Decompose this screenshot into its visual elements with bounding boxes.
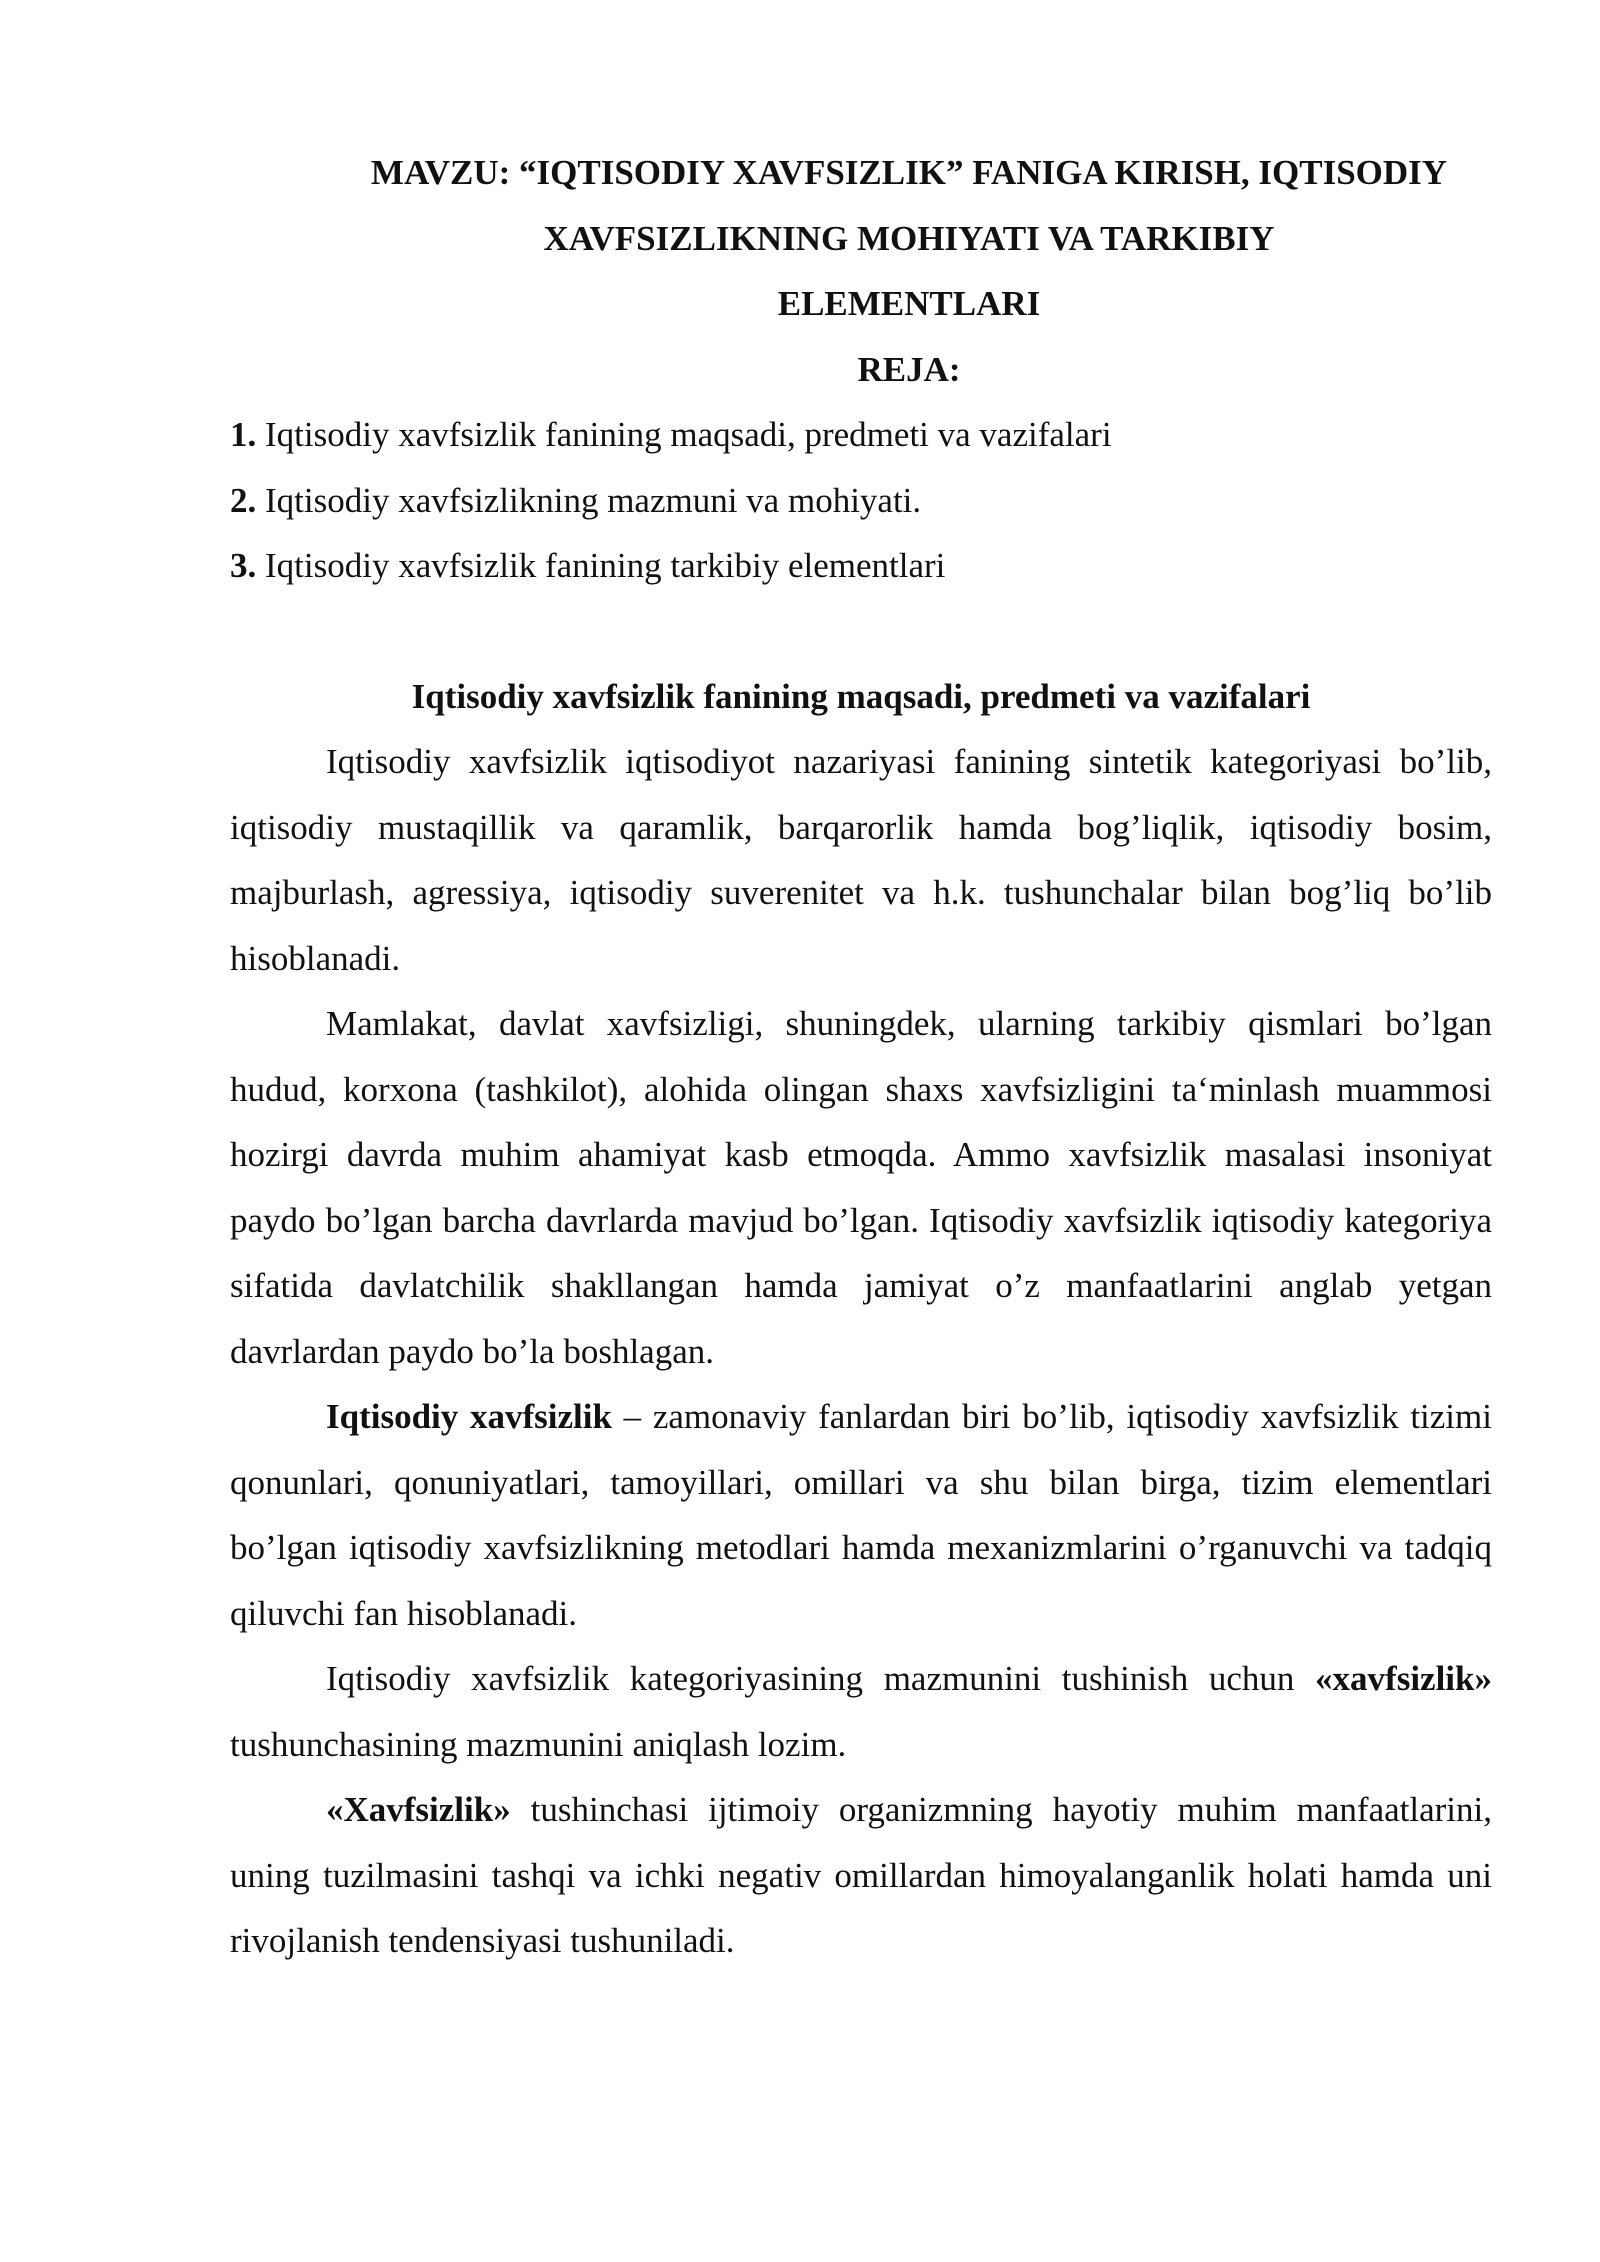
- term-xavfsizlik-definition: «Xavfsizlik»: [326, 1790, 511, 1829]
- paragraph-2: Mamlakat, davlat xavfsizligi, shuningdek, ularning tarkibiy qismlari bo’lgan hudud, korxona (tashkilot), alohida olingan shaxs xavfsizligini ta‘minlash muammosi hozirgi davrda muhim ahamiyat kasb etmoqda. Ammo xavfsizlik masalasi insoniyat paydo bo’lgan barcha davrlarda mavjud bo’lgan. Iqtisodiy xavfsizlik iqtisodiy kategoriya sifatida davlatchilik shakllangan hamda jamiyat o’z manfaatlarini anglab yetgan davrlardan paydo bo’la boshlagan.: [230, 1004, 1492, 1371]
- document-page: [230, 140, 1492, 1974]
- title-line-1: MAVZU: “IQTISODIY XAVFSIZLIK” FANIGA KIRISH, IQTISODIY: [370, 153, 1448, 192]
- plan-item-2: [230, 468, 1492, 534]
- plan-item-3: [230, 533, 1492, 599]
- plan-item-text: Iqtisodiy xavfsizlik fanining tarkibiy elementlari: [256, 546, 946, 585]
- paragraph-4: [230, 1646, 1492, 1777]
- plan-item-number: 2.: [230, 480, 257, 520]
- paragraph-3: [230, 1384, 1492, 1646]
- document-title: [230, 140, 1492, 337]
- plan-heading: REJA:: [857, 349, 961, 389]
- paragraph-5-text: tushinchasi ijtimoiy organizmning hayotiy muhim manfaatlarini, uning tuzilmasini tashqi va ichki negativ omillardan himoyalanganlik holati hamda uni rivojlanish tendensiyasi tushuniladi.: [230, 1790, 1492, 1960]
- paragraph-1: Iqtisodiy xavfsizlik iqtisodiyot nazariyasi fanining sintetik kategoriyasi bo’lib, iqtisodiy mustaqillik va qaramlik, barqarorlik hamda bog’liqlik, iqtisodiy bosim, majburlash, agressiya, iqtisodiy suverenitet va h.k. tushunchalar bilan bog’liq bo’lib hisoblanadi.: [230, 742, 1492, 978]
- title-line-3: ELEMENTLARI: [777, 284, 1041, 323]
- section-heading: Iqtisodiy xavfsizlik fanining maqsadi, predmeti va vazifalari: [411, 676, 1311, 716]
- term-xavfsizlik: «xavfsizlik»: [1315, 1659, 1492, 1698]
- paragraph-4-tail: tushunchasining mazmunini aniqlash lozim.: [230, 1724, 847, 1764]
- plan-item-number: 3.: [230, 546, 257, 585]
- plan-item-number: 1.: [230, 415, 257, 454]
- plan-item-1: [230, 402, 1492, 468]
- paragraph-4-text: Iqtisodiy xavfsizlik kategoriyasining mazmunini tushinish uchun: [326, 1659, 1316, 1698]
- paragraph-5: [230, 1777, 1492, 1974]
- plan-list: [230, 402, 1492, 599]
- title-line-2: XAVFSIZLIKNING MOHIYATI VA TARKIBIY: [543, 218, 1275, 258]
- term-iqtisodiy-xavfsizlik: Iqtisodiy xavfsizlik: [326, 1397, 612, 1436]
- plan-item-text: Iqtisodiy xavfsizlikning mazmuni va mohiyati.: [256, 480, 922, 520]
- paragraph-3-text: – zamonaviy fanlardan biri bo’lib, iqtisodiy xavfsizlik tizimi qonunlari, qonuniyatlari, tamoyillari, omillari va shu bilan birga, tizim elementlari bo’lgan iqtisodiy xavfsizlikning metodlari hamda mexanizmlarini o’rganuvchi va tadqiq qiluvchi fan hisoblanadi.: [230, 1397, 1492, 1633]
- plan-item-text: Iqtisodiy xavfsizlik fanining maqsadi, predmeti va vazifalari: [256, 415, 1112, 454]
